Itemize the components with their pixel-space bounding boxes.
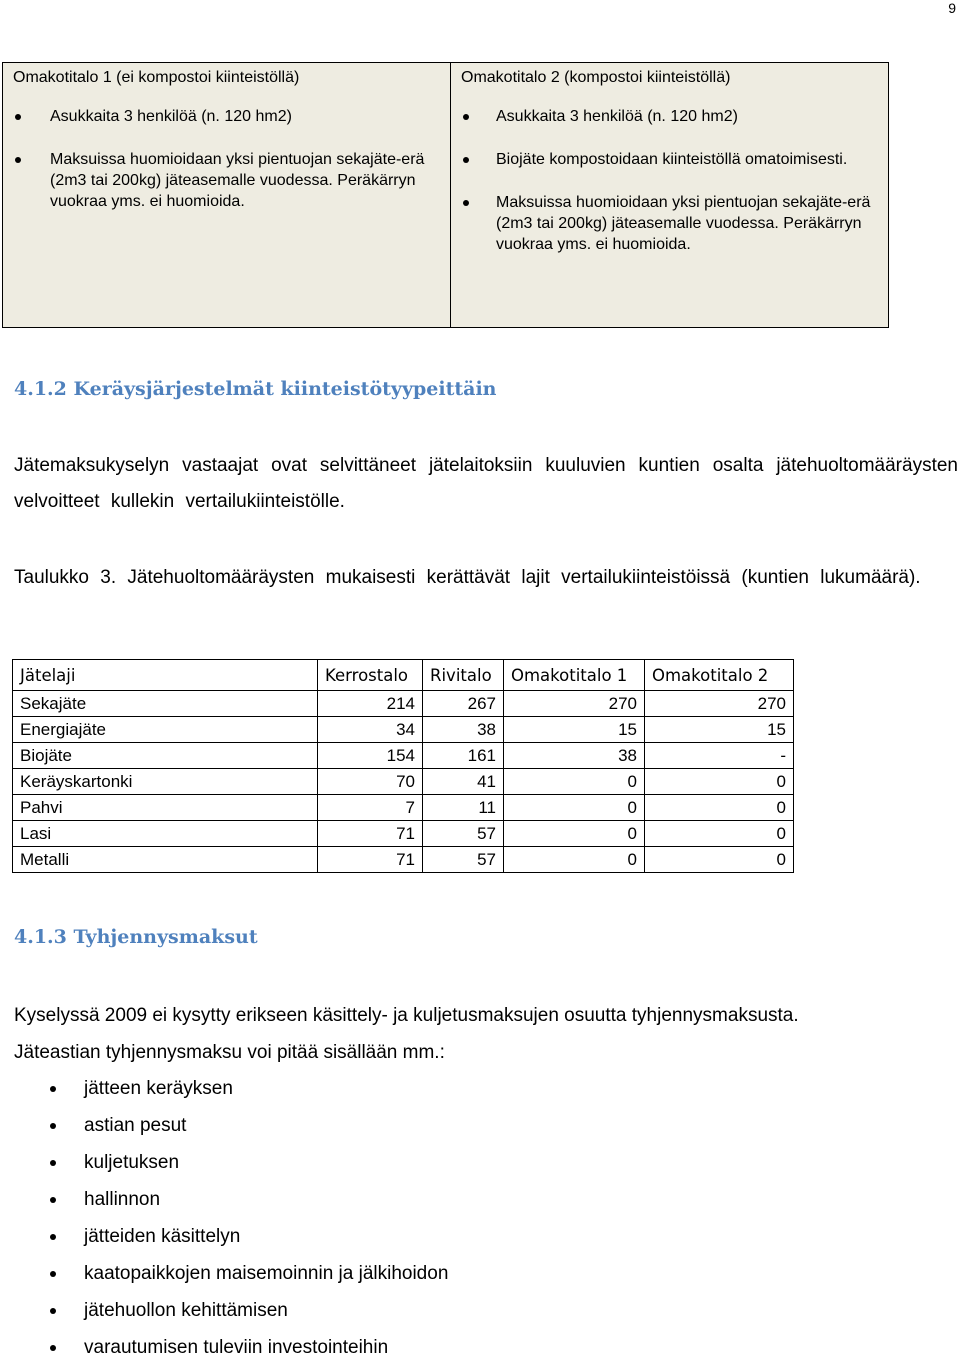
list-item: jätteiden käsittelyn: [0, 1218, 448, 1255]
table-header: Omakotitalo 2: [645, 660, 794, 691]
right-box-title: Omakotitalo 2 (kompostoi kiinteistöllä): [461, 69, 731, 86]
right-box-list: [461, 106, 878, 255]
section-413-paragraph-1: Kyselyssä 2009 ei kysytty erikseen käsittely- ja kuljetusmaksujen osuutta tyhjennysmaksusta.: [14, 1005, 799, 1026]
list-item: varautumisen tuleviin investointeihin: [0, 1329, 448, 1366]
right-box-item: Biojäte kompostoidaan kiinteistöllä omatoimisesti.: [461, 149, 878, 170]
table-cell: 267: [423, 691, 504, 717]
left-box-list: [13, 106, 440, 212]
table-cell: 38: [504, 743, 645, 769]
table-cell: Sekajäte: [13, 691, 318, 717]
table-cell: 214: [318, 691, 423, 717]
table-cell: 70: [318, 769, 423, 795]
table-row: [13, 795, 794, 821]
table-header: Rivitalo: [423, 660, 504, 691]
table-cell: 0: [504, 847, 645, 873]
table-cell: Metalli: [13, 847, 318, 873]
table-row: [13, 847, 794, 873]
table-cell: 161: [423, 743, 504, 769]
table-row: [13, 717, 794, 743]
list-item: kaatopaikkojen maisemoinnin ja jälkihoidon: [0, 1255, 448, 1292]
table-cell: 0: [504, 821, 645, 847]
list-item: hallinnon: [0, 1181, 448, 1218]
list-item: jätteen keräyksen: [0, 1070, 448, 1107]
table-cell: 0: [504, 769, 645, 795]
comparison-box: [2, 62, 889, 328]
page-number: 9: [948, 0, 956, 16]
table-row: [13, 691, 794, 717]
table-cell: Lasi: [13, 821, 318, 847]
section-heading-413: 4.1.3 Tyhjennysmaksut: [14, 926, 258, 948]
table-cell: 11: [423, 795, 504, 821]
table-cell: 0: [645, 821, 794, 847]
table-cell: 34: [318, 717, 423, 743]
table-header-row: [13, 660, 794, 691]
table-cell: 0: [645, 847, 794, 873]
table-cell: Energiajäte: [13, 717, 318, 743]
table-cell: 270: [645, 691, 794, 717]
table-cell: 71: [318, 847, 423, 873]
table-row: [13, 769, 794, 795]
table-cell: 41: [423, 769, 504, 795]
table-caption: Taulukko 3. Jätehuoltomääräysten mukaisesti kerättävät lajit vertailukiinteistöissä (kuntien lukumäärä).: [14, 567, 921, 588]
table-cell: 0: [645, 795, 794, 821]
table-cell: Biojäte: [13, 743, 318, 769]
table-cell: -: [645, 743, 794, 769]
table-cell: 15: [645, 717, 794, 743]
table-cell: Keräyskartonki: [13, 769, 318, 795]
table-cell: 270: [504, 691, 645, 717]
table-cell: 71: [318, 821, 423, 847]
section-412-paragraph: Jätemaksukyselyn vastaajat ovat selvittäneet jätelaitoksiin kuuluvien kuntien osalta jätehuoltomääräysten velvoitteet kullekin vertailukiinteistölle.: [14, 455, 958, 512]
comparison-left-cell: [3, 63, 451, 328]
section-413-paragraph-2: Jäteastian tyhjennysmaksu voi pitää sisällään mm.:: [14, 1042, 445, 1063]
table-cell: 15: [504, 717, 645, 743]
right-box-item: Maksuissa huomioidaan yksi pientuojan sekajäte-erä (2m3 tai 200kg) jäteasemalle vuodessa. Peräkärryn vuokraa yms. ei huomioida.: [461, 192, 878, 255]
table-row: [13, 743, 794, 769]
list-item: astian pesut: [0, 1107, 448, 1144]
table-header: Omakotitalo 1: [504, 660, 645, 691]
left-box-item: Maksuissa huomioidaan yksi pientuojan sekajäte-erä (2m3 tai 200kg) jäteasemalle vuodessa. Peräkärryn vuokraa yms. ei huomioida.: [13, 149, 440, 212]
fee-contents-list: [0, 1070, 448, 1366]
table-cell: 57: [423, 821, 504, 847]
table-cell: 38: [423, 717, 504, 743]
table-header: Jätelaji: [13, 660, 318, 691]
section-heading-412: 4.1.2 Keräysjärjestelmät kiinteistötyypeittäin: [14, 378, 497, 400]
waste-types-table: [12, 659, 794, 873]
right-box-item: Asukkaita 3 henkilöä (n. 120 hm2): [461, 106, 878, 127]
comparison-right-cell: [451, 63, 889, 328]
list-item: kuljetuksen: [0, 1144, 448, 1181]
table-cell: 57: [423, 847, 504, 873]
list-item: jätehuollon kehittämisen: [0, 1292, 448, 1329]
table-header: Kerrostalo: [318, 660, 423, 691]
table-cell: Pahvi: [13, 795, 318, 821]
table-cell: 7: [318, 795, 423, 821]
left-box-title: Omakotitalo 1 (ei kompostoi kiinteistöllä): [13, 69, 300, 86]
table-cell: 154: [318, 743, 423, 769]
left-box-item: Asukkaita 3 henkilöä (n. 120 hm2): [13, 106, 440, 127]
table-row: [13, 821, 794, 847]
table-cell: 0: [645, 769, 794, 795]
table-cell: 0: [504, 795, 645, 821]
